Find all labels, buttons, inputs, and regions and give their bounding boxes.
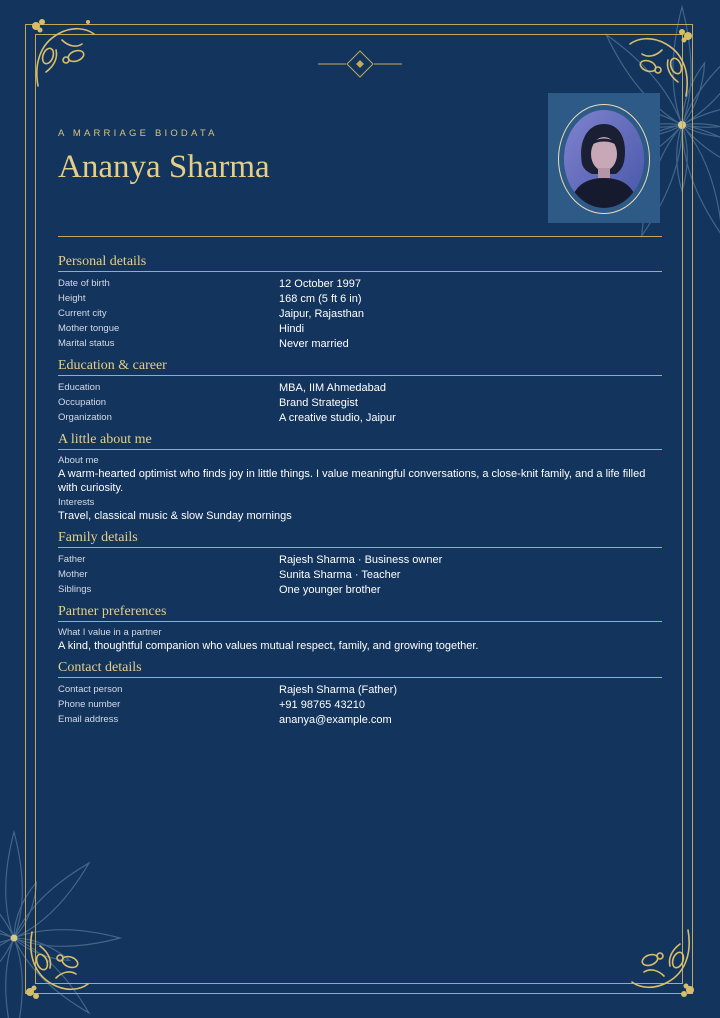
biodata-content bbox=[58, 253, 662, 733]
detail-row bbox=[58, 321, 662, 336]
about-label: About me bbox=[58, 455, 99, 466]
section-title: Partner preferences bbox=[58, 603, 662, 622]
education-section bbox=[58, 357, 662, 425]
partner-text: A kind, thoughtful companion who values mutual respect, family, and growing together. bbox=[58, 640, 479, 652]
email-value: ananya@example.com bbox=[279, 713, 392, 726]
family-section bbox=[58, 529, 662, 597]
detail-label: Marital status bbox=[58, 338, 115, 349]
detail-row bbox=[58, 380, 662, 395]
detail-value: Jaipur, Rajasthan bbox=[279, 307, 364, 320]
detail-label: Email address bbox=[58, 714, 119, 725]
detail-row bbox=[58, 697, 662, 712]
detail-value: Hindi bbox=[279, 322, 305, 335]
partner-label: What I value in a partner bbox=[58, 627, 162, 638]
detail-label: Mother bbox=[58, 569, 88, 580]
section-title: Personal details bbox=[58, 253, 662, 272]
detail-label: Contact person bbox=[58, 684, 123, 695]
detail-label: Current city bbox=[58, 308, 107, 319]
about-text: A warm-hearted optimist who finds joy in little things. I value meaningful conversations, a close-knit family, and a life filled with curiosity. bbox=[58, 468, 646, 494]
interests-text: Travel, classical music & slow Sunday mornings bbox=[58, 510, 292, 522]
detail-label: Father bbox=[58, 554, 86, 565]
detail-label: Phone number bbox=[58, 699, 121, 710]
contact-person-value: Rajesh Sharma (Father) bbox=[279, 683, 397, 696]
detail-row bbox=[58, 567, 662, 582]
detail-row bbox=[58, 395, 662, 410]
detail-row bbox=[58, 410, 662, 425]
floral-corner-icon bbox=[626, 26, 696, 100]
detail-value: One younger brother bbox=[279, 583, 381, 596]
about-section bbox=[58, 431, 662, 523]
interests-label: Interests bbox=[58, 497, 95, 508]
floral-corner-icon bbox=[628, 926, 698, 1000]
detail-label: Mother tongue bbox=[58, 323, 120, 334]
detail-value: A creative studio, Jaipur bbox=[279, 411, 396, 424]
diamond-ornament-icon bbox=[316, 50, 404, 78]
detail-row bbox=[58, 682, 662, 697]
detail-row bbox=[58, 276, 662, 291]
section-title: Contact details bbox=[58, 659, 662, 678]
detail-value: Sunita Sharma · Teacher bbox=[279, 568, 401, 581]
detail-value: Rajesh Sharma · Business owner bbox=[279, 553, 443, 566]
detail-row bbox=[58, 306, 662, 321]
detail-label: Date of birth bbox=[58, 278, 110, 289]
section-title: Family details bbox=[58, 529, 662, 548]
detail-row bbox=[58, 712, 662, 727]
detail-label: Siblings bbox=[58, 584, 92, 595]
personal-section bbox=[58, 253, 662, 351]
detail-value: Never married bbox=[279, 337, 349, 350]
detail-row bbox=[58, 336, 662, 351]
floral-corner-icon bbox=[22, 928, 92, 1002]
detail-row bbox=[58, 291, 662, 306]
detail-value: 168 cm (5 ft 6 in) bbox=[279, 292, 362, 305]
person-name: Ananya Sharma bbox=[58, 149, 270, 185]
detail-row bbox=[58, 582, 662, 597]
detail-value: MBA, IIM Ahmedabad bbox=[279, 381, 386, 394]
detail-label: Occupation bbox=[58, 397, 107, 408]
biodata-eyebrow: A MARRIAGE BIODATA bbox=[58, 128, 218, 139]
section-title: A little about me bbox=[58, 431, 662, 450]
phone-value: +91 98765 43210 bbox=[279, 698, 365, 711]
detail-row bbox=[58, 552, 662, 567]
detail-label: Organization bbox=[58, 412, 112, 423]
contact-section bbox=[58, 659, 662, 727]
section-title: Education & career bbox=[58, 357, 662, 376]
detail-label: Height bbox=[58, 293, 86, 304]
partner-section bbox=[58, 603, 662, 653]
header-divider bbox=[58, 236, 662, 237]
floral-corner-icon bbox=[28, 16, 98, 90]
photo-frame bbox=[558, 104, 650, 214]
detail-label: Education bbox=[58, 382, 101, 393]
detail-value: Brand Strategist bbox=[279, 396, 358, 409]
detail-value: 12 October 1997 bbox=[279, 277, 361, 290]
